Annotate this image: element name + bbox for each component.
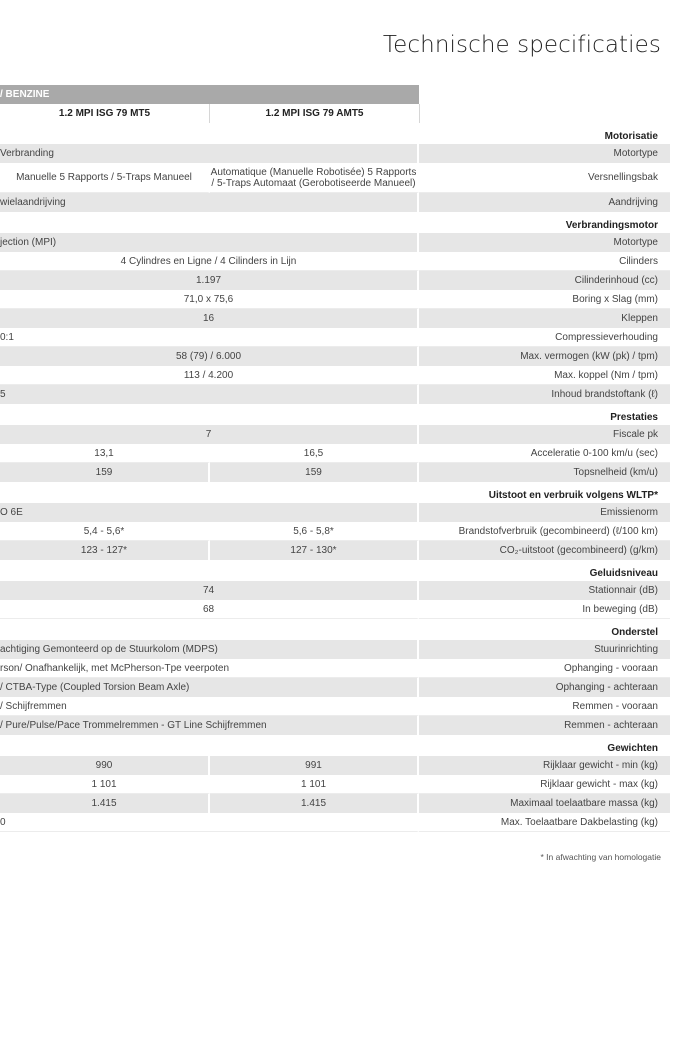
section-title: Prestaties xyxy=(610,412,658,423)
spec-label: Rijklaar gewicht - max (kg) xyxy=(419,775,670,794)
spec-row xyxy=(0,794,670,813)
spec-row xyxy=(0,697,670,716)
spec-value-shared: / CTBA-Type (Coupled Torsion Beam Axle) xyxy=(0,678,419,697)
spec-label: Maximaal toelaatbare massa (kg) xyxy=(419,794,670,813)
spec-value-model-2: 1.415 xyxy=(210,794,419,813)
spec-row xyxy=(0,541,670,560)
spec-row xyxy=(0,678,670,697)
spec-value-shared: 113 / 4.200 xyxy=(0,366,419,385)
spec-value-model-2: 159 xyxy=(210,463,419,482)
spec-label: Acceleratie 0-100 km/u (sec) xyxy=(419,444,670,463)
spec-label: Ophanging - vooraan xyxy=(419,659,670,678)
spec-row xyxy=(0,716,670,735)
section-title: Geluidsniveau xyxy=(589,568,658,579)
spec-value-model-2: 991 xyxy=(210,756,419,775)
spec-label: Cilinderinhoud (cc) xyxy=(419,271,670,290)
spec-value-model-1: 123 - 127* xyxy=(0,541,210,560)
spec-label: Aandrijving xyxy=(419,193,670,212)
section-header xyxy=(0,404,670,425)
spec-value-shared: wielaandrijving xyxy=(0,193,419,212)
spec-label: Compressieverhouding xyxy=(419,328,670,347)
spec-value-model-2: 1 101 xyxy=(210,775,419,794)
section-header xyxy=(0,619,670,640)
spec-row xyxy=(0,366,670,385)
section-header xyxy=(0,123,670,144)
spec-row xyxy=(0,328,670,347)
spec-value-shared: 4 Cylindres en Ligne / 4 Cilinders in Lijn xyxy=(0,252,419,271)
spec-label: Boring x Slag (mm) xyxy=(419,290,670,309)
spec-row xyxy=(0,813,670,832)
spec-label: Kleppen xyxy=(419,309,670,328)
spec-row xyxy=(0,233,670,252)
spec-value-shared: 1.197 xyxy=(0,271,419,290)
spec-value-model-1: Manuelle 5 Rapports / 5-Traps Manueel xyxy=(0,163,210,193)
spec-value-shared: rson/ Onafhankelijk, met McPherson-Tpe veerpoten xyxy=(0,659,419,678)
spec-label: Inhoud brandstoftank (ℓ) xyxy=(419,385,670,404)
spec-value-model-1: 5,4 - 5,6* xyxy=(0,522,210,541)
spec-row xyxy=(0,522,670,541)
spec-row xyxy=(0,640,670,659)
section-title: Gewichten xyxy=(607,743,658,754)
spec-label: Brandstofverbruik (gecombineerd) (ℓ/100 km) xyxy=(419,522,670,541)
spec-value-shared: O 6E xyxy=(0,503,419,522)
spec-row xyxy=(0,600,670,619)
spec-label: Max. koppel (Nm / tpm) xyxy=(419,366,670,385)
model-header-row xyxy=(0,104,670,123)
spec-label: Fiscale pk xyxy=(419,425,670,444)
spec-value-model-1: 1.415 xyxy=(0,794,210,813)
spec-value-shared: 71,0 x 75,6 xyxy=(0,290,419,309)
section-header xyxy=(0,482,670,503)
spec-row xyxy=(0,463,670,482)
section-title: Motorisatie xyxy=(604,131,658,142)
model-header-1: 1.2 MPI ISG 79 MT5 xyxy=(0,104,210,123)
spec-label: Ophanging - achteraan xyxy=(419,678,670,697)
spec-value-shared: / Pure/Pulse/Pace Trommelremmen - GT Line Schijfremmen xyxy=(0,716,419,735)
spec-label: Versnellingsbak xyxy=(419,163,670,193)
section-header xyxy=(0,212,670,233)
spec-label: Topsnelheid (km/u) xyxy=(419,463,670,482)
spec-value-model-2: Automatique (Manuelle Robotisée) 5 Rapports / 5-Traps Automaat (Gerobotiseerde Manueel) xyxy=(210,163,419,193)
spec-value-shared: 5 xyxy=(0,385,419,404)
spec-label: Cilinders xyxy=(419,252,670,271)
spec-row xyxy=(0,581,670,600)
model-header-2: 1.2 MPI ISG 79 AMT5 xyxy=(210,104,420,123)
spec-row xyxy=(0,309,670,328)
spec-value-shared: 16 xyxy=(0,309,419,328)
spec-value-shared: jection (MPI) xyxy=(0,233,419,252)
page-title: Technische specificaties xyxy=(382,32,661,58)
spec-row xyxy=(0,756,670,775)
spec-value-model-1: 990 xyxy=(0,756,210,775)
spec-value-model-2: 16,5 xyxy=(210,444,419,463)
spec-label: Stationnair (dB) xyxy=(419,581,670,600)
spec-label: In beweging (dB) xyxy=(419,600,670,619)
spec-row xyxy=(0,347,670,366)
spec-label: Stuurinrichting xyxy=(419,640,670,659)
spec-value-shared: Verbranding xyxy=(0,144,419,163)
spec-value-shared: 74 xyxy=(0,581,419,600)
spec-value-model-1: 159 xyxy=(0,463,210,482)
section-title: Onderstel xyxy=(611,627,658,638)
spec-label: Remmen - vooraan xyxy=(419,697,670,716)
section-title: Verbrandingsmotor xyxy=(565,220,658,231)
spec-row xyxy=(0,659,670,678)
spec-label: Motortype xyxy=(419,233,670,252)
spec-label: Motortype xyxy=(419,144,670,163)
footnote: * In afwachting van homologatie xyxy=(540,852,661,862)
spec-label: CO₂-uitstoot (gecombineerd) (g/km) xyxy=(419,541,670,560)
section-header xyxy=(0,735,670,756)
spec-value-shared: / Schijfremmen xyxy=(0,697,419,716)
spec-row xyxy=(0,503,670,522)
spec-row xyxy=(0,425,670,444)
spec-row xyxy=(0,252,670,271)
section-title: Uitstoot en verbruik volgens WLTP* xyxy=(488,490,658,501)
spec-value-model-2: 5,6 - 5,8* xyxy=(210,522,419,541)
spec-value-shared: 7 xyxy=(0,425,419,444)
spec-value-shared: 0 xyxy=(0,813,419,832)
spec-label: Emissienorm xyxy=(419,503,670,522)
spec-value-shared: achtiging Gemonteerd op de Stuurkolom (MDPS) xyxy=(0,640,419,659)
spec-row xyxy=(0,775,670,794)
spec-value-shared: 58 (79) / 6.000 xyxy=(0,347,419,366)
spec-table xyxy=(0,85,670,832)
spec-value-shared: 68 xyxy=(0,600,419,619)
section-header xyxy=(0,560,670,581)
spec-row xyxy=(0,271,670,290)
spec-row xyxy=(0,444,670,463)
spec-row xyxy=(0,193,670,212)
spec-row xyxy=(0,290,670,309)
spec-label: Max. Toelaatbare Dakbelasting (kg) xyxy=(419,813,670,832)
spec-value-shared: 0:1 xyxy=(0,328,419,347)
spec-row xyxy=(0,144,670,163)
spec-value-model-1: 1 101 xyxy=(0,775,210,794)
fuel-type-label: / BENZINE xyxy=(0,89,50,100)
spec-row xyxy=(0,385,670,404)
spec-value-model-1: 13,1 xyxy=(0,444,210,463)
spec-row xyxy=(0,163,670,193)
fuel-type-bar xyxy=(0,85,419,104)
spec-label: Max. vermogen (kW (pk) / tpm) xyxy=(419,347,670,366)
spec-value-model-2: 127 - 130* xyxy=(210,541,419,560)
spec-label: Rijklaar gewicht - min (kg) xyxy=(419,756,670,775)
spec-label: Remmen - achteraan xyxy=(419,716,670,735)
